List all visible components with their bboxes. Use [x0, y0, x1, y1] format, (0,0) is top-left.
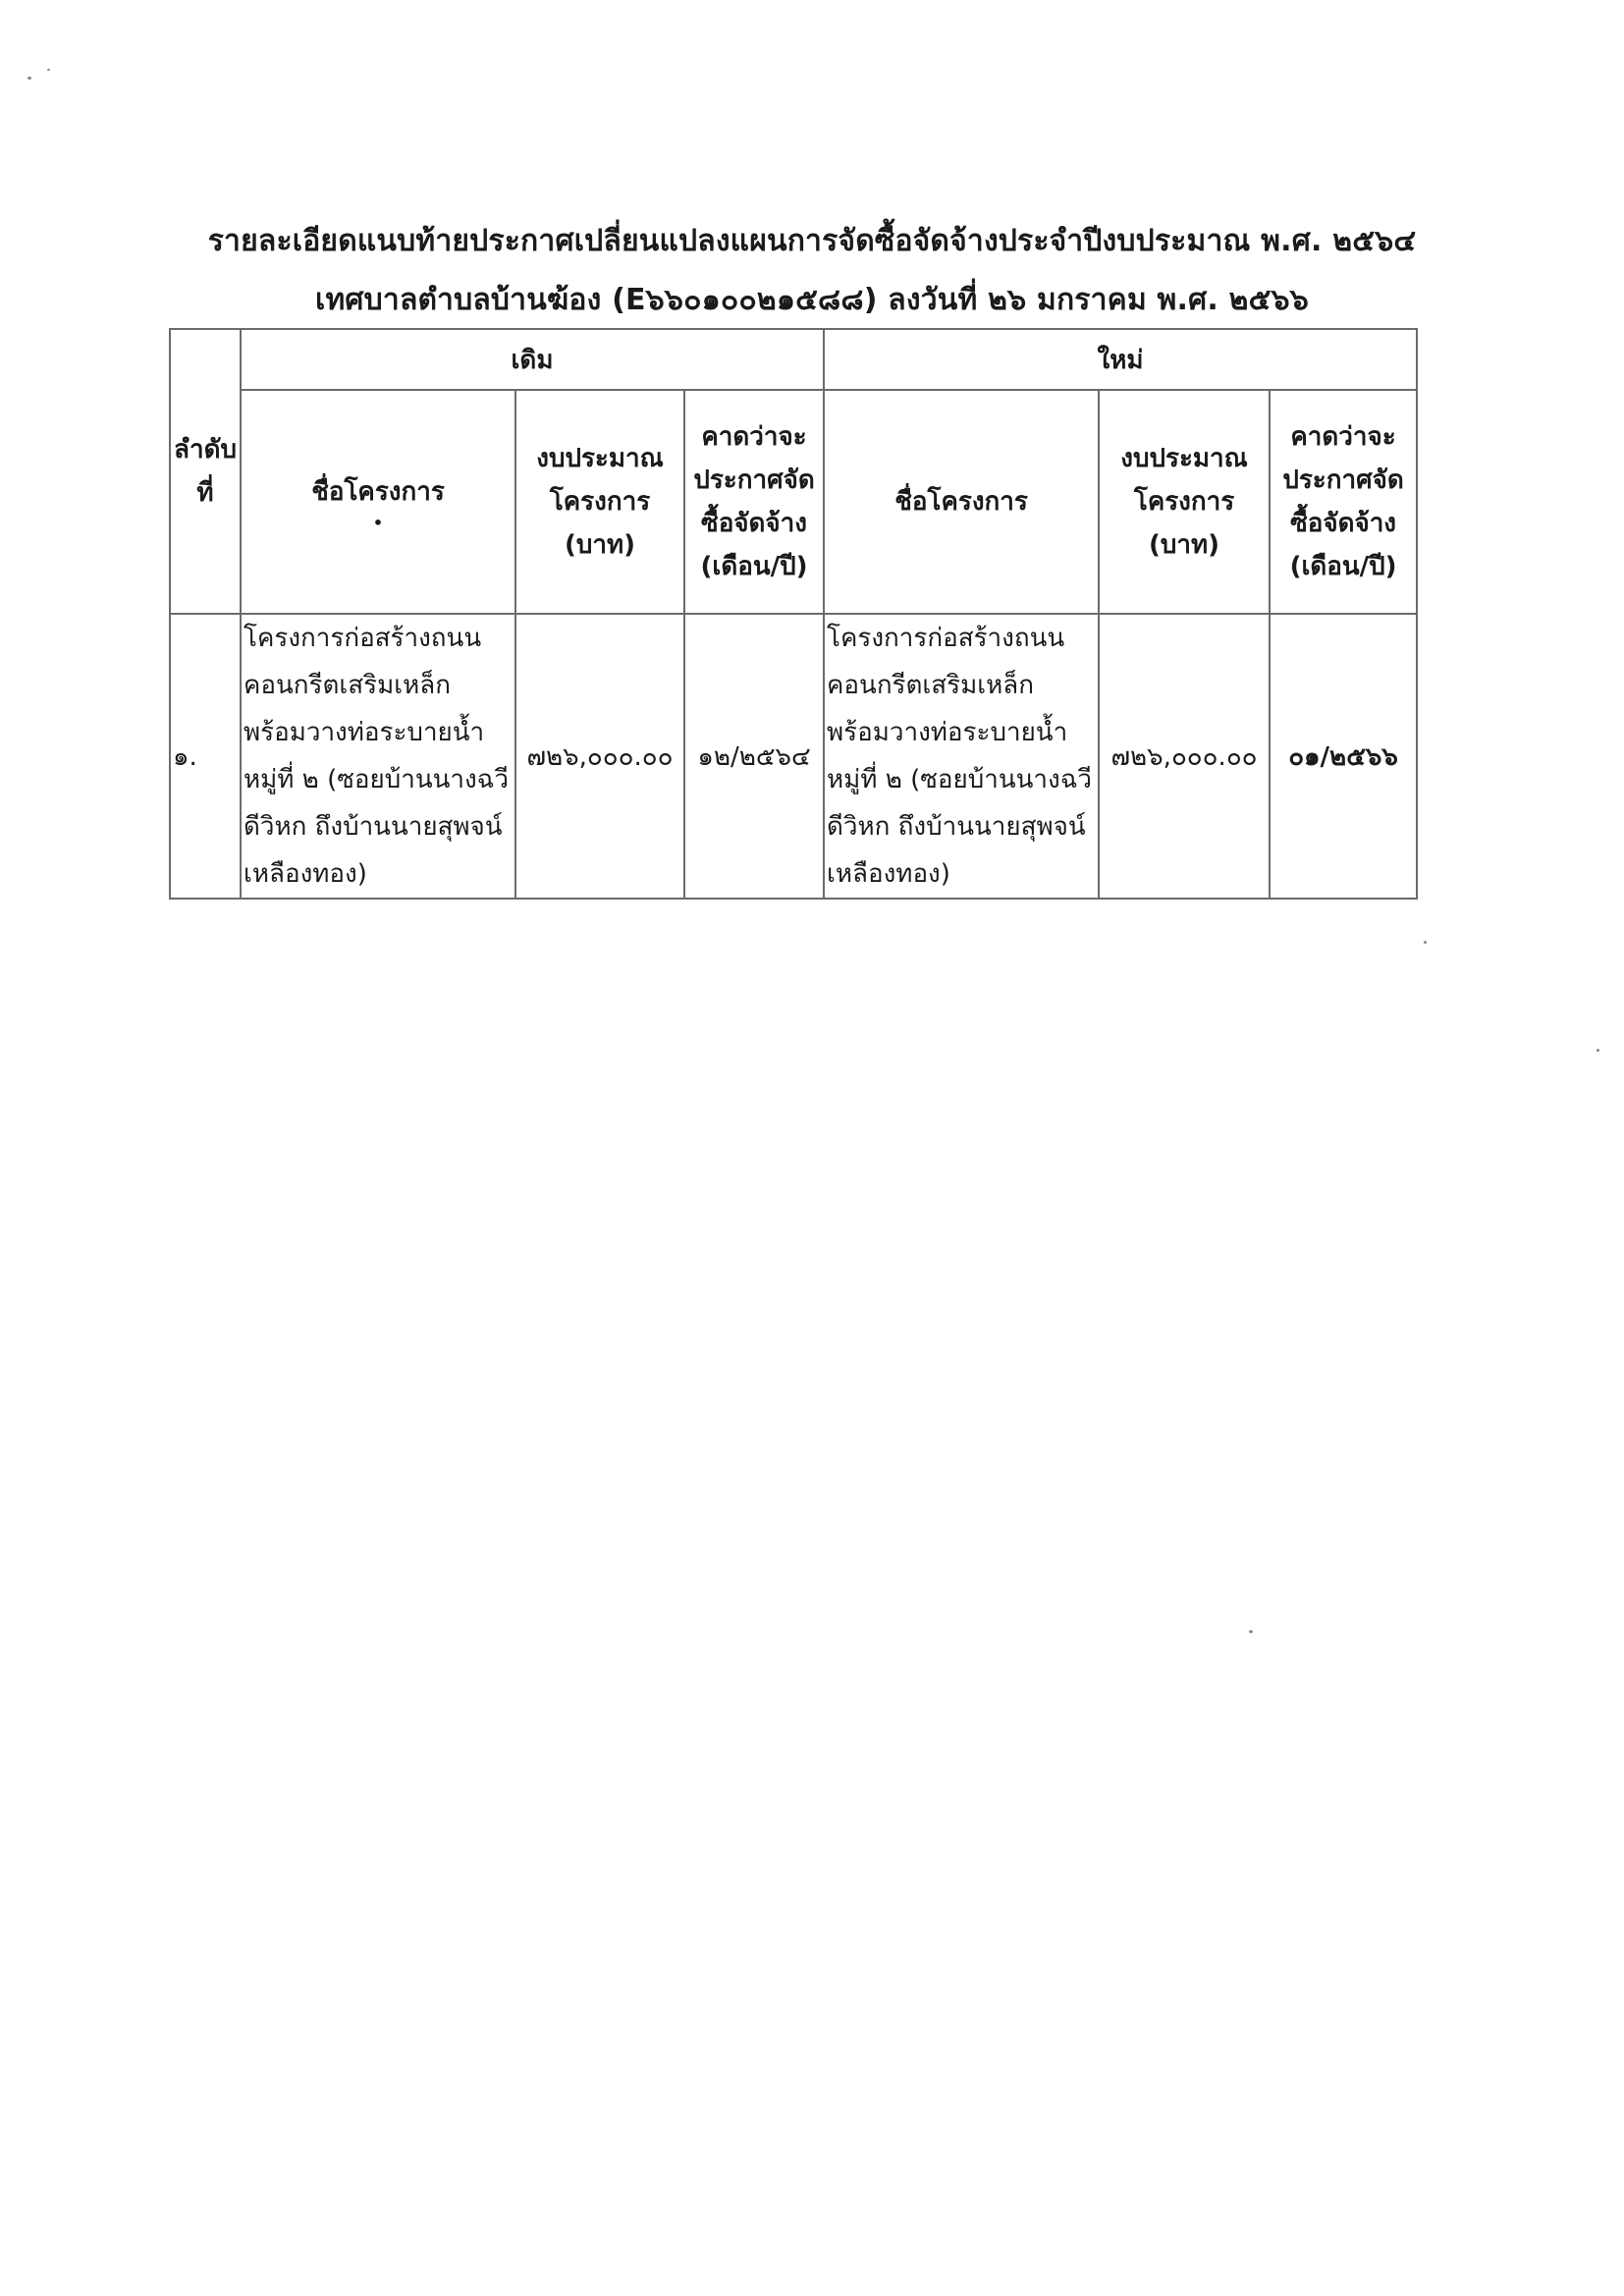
group-header-new: ใหม่ — [824, 329, 1417, 390]
group-header-old: เดิม — [241, 329, 824, 390]
table-row — [170, 614, 1417, 899]
procurement-plan-table — [169, 328, 1418, 900]
old-expected-date: ๑๒/๒๕๖๔ — [684, 614, 824, 899]
new-expected-date: ๐๑/๒๕๖๖ — [1270, 614, 1417, 899]
scan-speck — [1597, 1049, 1599, 1052]
col-header-new-budget: งบประมาณ โครงการ (บาท) — [1099, 390, 1270, 614]
scan-speck — [47, 69, 50, 71]
header-group-row — [170, 329, 1417, 390]
scan-speck — [1424, 941, 1427, 944]
col-header-old-budget: งบประมาณ โครงการ (บาท) — [515, 390, 684, 614]
new-budget: ๗๒๖,๐๐๐.๐๐ — [1099, 614, 1270, 899]
scan-speck — [27, 77, 31, 80]
new-project-name: โครงการก่อสร้างถนน คอนกรีตเสริมเหล็ก พร้อมวางท่อระบายน้ำ หมู่ที่ ๒ (ซอยบ้านนางฉวี ดีวิหก ถึงบ้านนายสุพจน์ เหลืองทอง) — [824, 614, 1099, 899]
document-subtitle: เทศบาลตำบลบ้านฆ้อง (E๖๖๐๑๐๐๒๑๕๘๘) ลงวันที่ ๒๖ มกราคม พ.ศ. ๒๕๖๖ — [315, 283, 1309, 317]
col-header-old-project-name: ชื่อโครงการ • — [241, 390, 515, 614]
scan-speck — [1249, 1630, 1253, 1633]
col-header-old-expected-date: คาดว่าจะ ประกาศจัด ซื้อจัดจ้าง (เดือน/ปี) — [684, 390, 824, 614]
document-title: รายละเอียดแนบท้ายประกาศเปลี่ยนแปลงแผนการจัดซื้อจัดจ้างประจำปีงบประมาณ พ.ศ. ๒๕๖๔ — [207, 224, 1417, 258]
col-header-new-expected-date: คาดว่าจะ ประกาศจัด ซื้อจัดจ้าง (เดือน/ปี) — [1270, 390, 1417, 614]
col-header-new-project-name: ชื่อโครงการ — [824, 390, 1099, 614]
row-seq: ๑. — [170, 614, 241, 899]
old-project-name: โครงการก่อสร้างถนน คอนกรีตเสริมเหล็ก พร้อมวางท่อระบายน้ำ หมู่ที่ ๒ (ซอยบ้านนางฉวี ดีวิหก ถึงบ้านนายสุพจน์ เหลืองทอง) — [241, 614, 515, 899]
header-sub-row — [170, 390, 1417, 614]
bullet-mark: • — [372, 514, 384, 532]
col-header-seq: ลำดับ ที่ — [170, 329, 241, 614]
old-budget: ๗๒๖,๐๐๐.๐๐ — [515, 614, 684, 899]
